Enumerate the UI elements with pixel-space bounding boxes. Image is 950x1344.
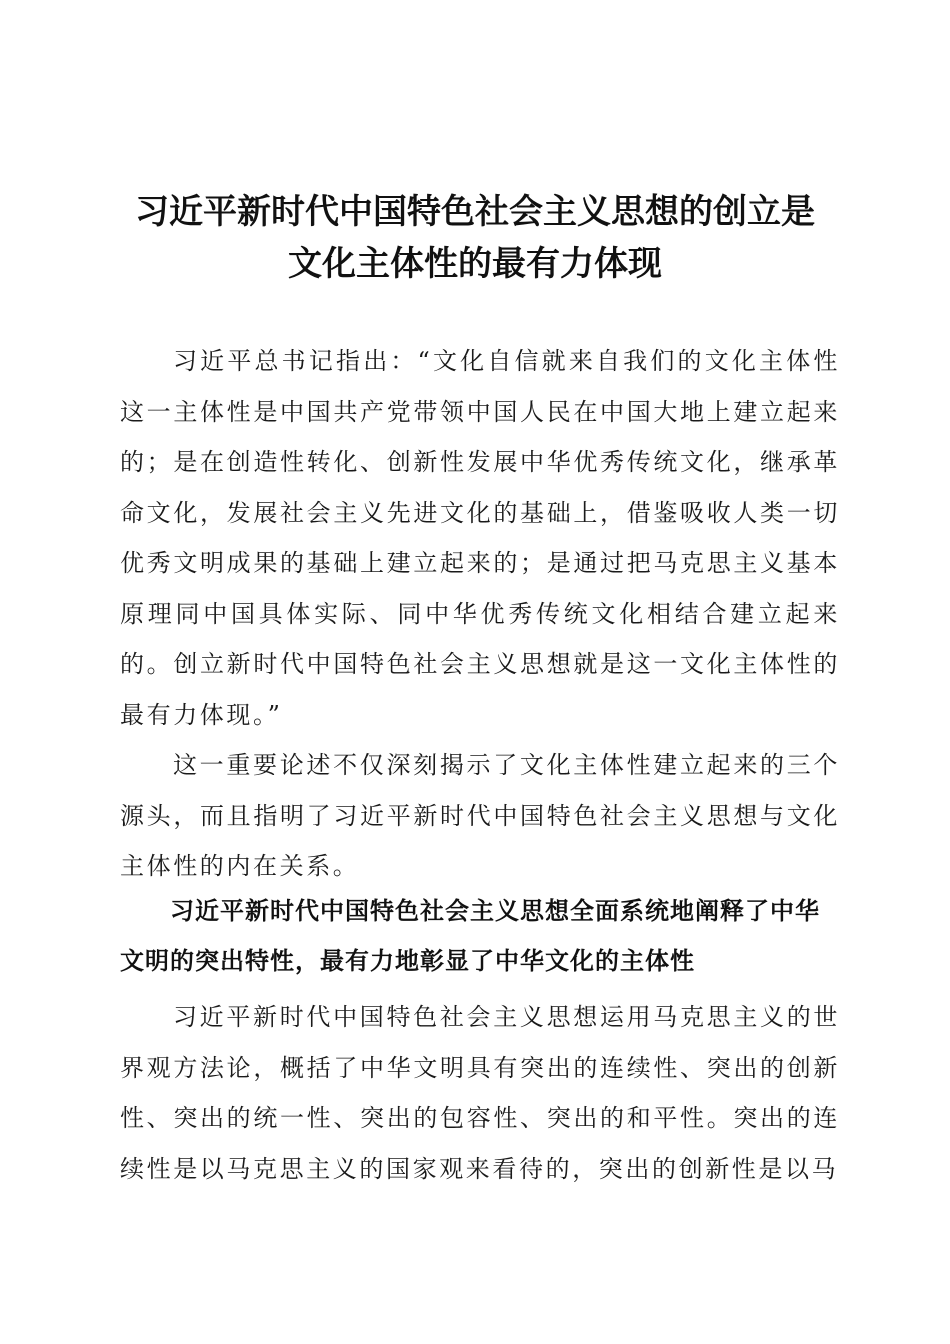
document-title-line-2: 文化主体性的最有力体现 [288, 244, 662, 284]
body-paragraph-section: 习近平新时代中国特色社会主义思想运用马克思主义的世界观方法论，概括了中华文明具有突出的连续性、突出的创新性、突出的统一性、突出的包容性、突出的和平性。突出的连续性是以马克思主义的国家观来看待的，突出的创新性是以马 [120, 1003, 840, 1183]
section-heading: 习近平新时代中国特色社会主义思想全面系统地阐释了中华文明的突出特性，最有力地彰显了中华文化的主体性 [120, 897, 820, 975]
body-paragraph-quote: 习近平总书记指出：“文化自信就来自我们的文化主体性这一主体性是中国共产党带领中国人民在中国大地上建立起来的；是在创造性转化、创新性发展中华优秀传统文化，继承革命文化，发展社会主义先进文化的基础上，借鉴吸收人类一切优秀文明成果的基础上建立起来的；是通过把马克思主义基本原理同中国具体实际、同中华优秀传统文化相结合建立起来的。创立新时代中国特色社会主义思想就是这一文化主体性的最有力体现。” [120, 347, 840, 729]
body-paragraph-commentary: 这一重要论述不仅深刻揭示了文化主体性建立起来的三个源头，而且指明了习近平新时代中国特色社会主义思想与文化主体性的内在关系。 [120, 751, 840, 880]
document-title-line-1: 习近平新时代中国特色社会主义思想的创立是 [135, 192, 815, 232]
